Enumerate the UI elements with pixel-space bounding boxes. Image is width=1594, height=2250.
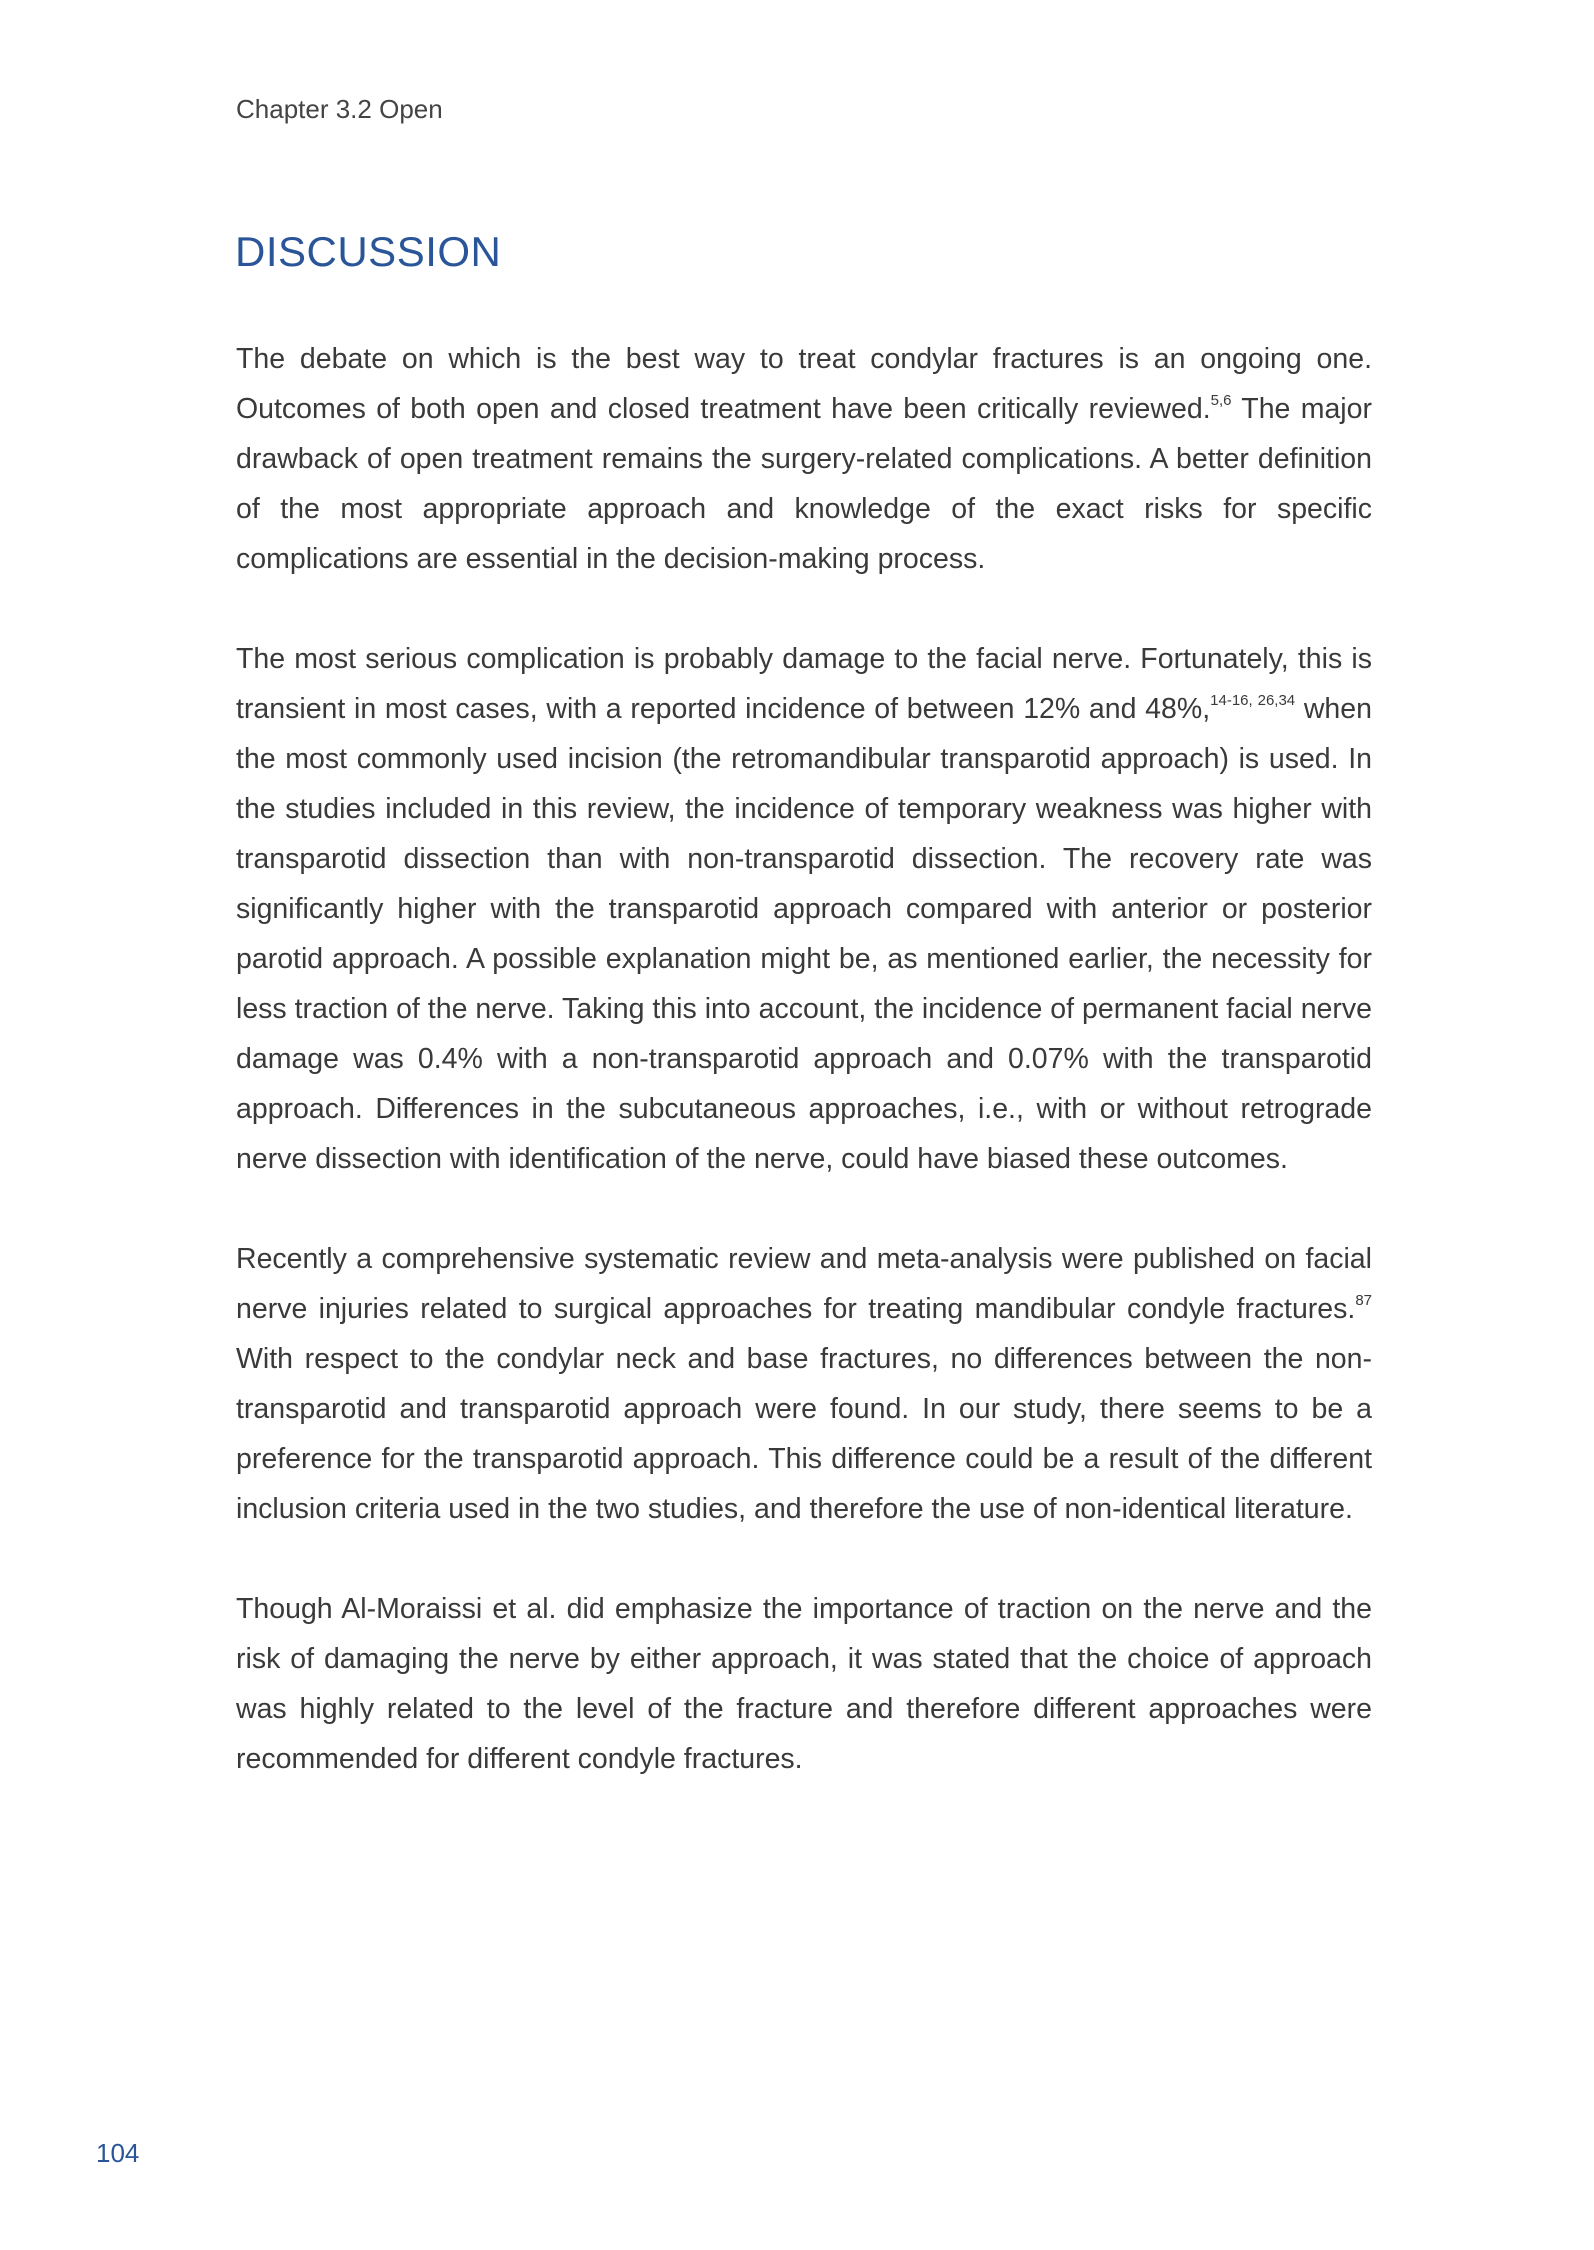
text-run: Recently a comprehensive systematic review and meta-analysis were published on facial nerve injuries related to surgical approaches for treating mandibular condyle fractures. [236,1243,1372,1325]
text-run: when the most commonly used incision (the retromandibular transparotid approach) is used. In the studies included in this review, the incidence of temporary weakness was higher with transparotid dissection than with non-transparotid dissection. The recovery rate was significantly higher with the transparotid approach compared with anterior or posterior parotid approach. A possible explanation might be, as mentioned earlier, the necessity for less traction of the nerve. Taking this into account, the incidence of permanent facial nerve damage was 0.4% with a non-transparotid approach and 0.07% with the transparotid approach. Differences in the subcutaneous approaches, i.e., with or without retrograde nerve dissection with identification of the nerve, could have biased these outcomes. [236,693,1372,1175]
paragraph [236,334,1372,584]
paragraph [236,634,1372,1184]
text-run: The major drawback of open treatment remains the surgery-related complications. A better definition of the most appropriate approach and knowledge of the exact risks for specific complications are essential in the decision-making process. [236,393,1372,575]
text-run: The debate on which is the best way to treat condylar fractures is an ongoing one. Outcomes of both open and closed treatment have been critically reviewed. [236,343,1372,425]
page-number: 104 [96,2138,140,2168]
paragraph [236,1584,1372,1784]
section-title: DISCUSSION [235,228,502,275]
citation-superscript: 5,6 [1210,392,1232,409]
citation-superscript: 14-16, 26,34 [1210,692,1296,709]
text-run: With respect to the condylar neck and base fractures, no differences between the non-transparotid and transparotid approach were found. In our study, there seems to be a preference for the transparotid approach. This difference could be a result of the different inclusion criteria used in the two studies, and therefore the use of non-identical literature. [236,1343,1372,1525]
running-head: Chapter 3.2 Open [236,94,443,124]
paragraph [236,1234,1372,1534]
text-run: The most serious complication is probably damage to the facial nerve. Fortunately, this is transient in most cases, with a reported incidence of between 12% and 48%, [236,643,1372,725]
body-text [236,334,1372,1834]
citation-superscript: 87 [1355,1292,1372,1309]
text-run: Though Al-Moraissi et al. did emphasize the importance of traction on the nerve and the risk of damaging the nerve by either approach, it was stated that the choice of approach was highly related to the level of the fracture and therefore different approaches were recommended for different condyle fractures. [236,1593,1372,1775]
